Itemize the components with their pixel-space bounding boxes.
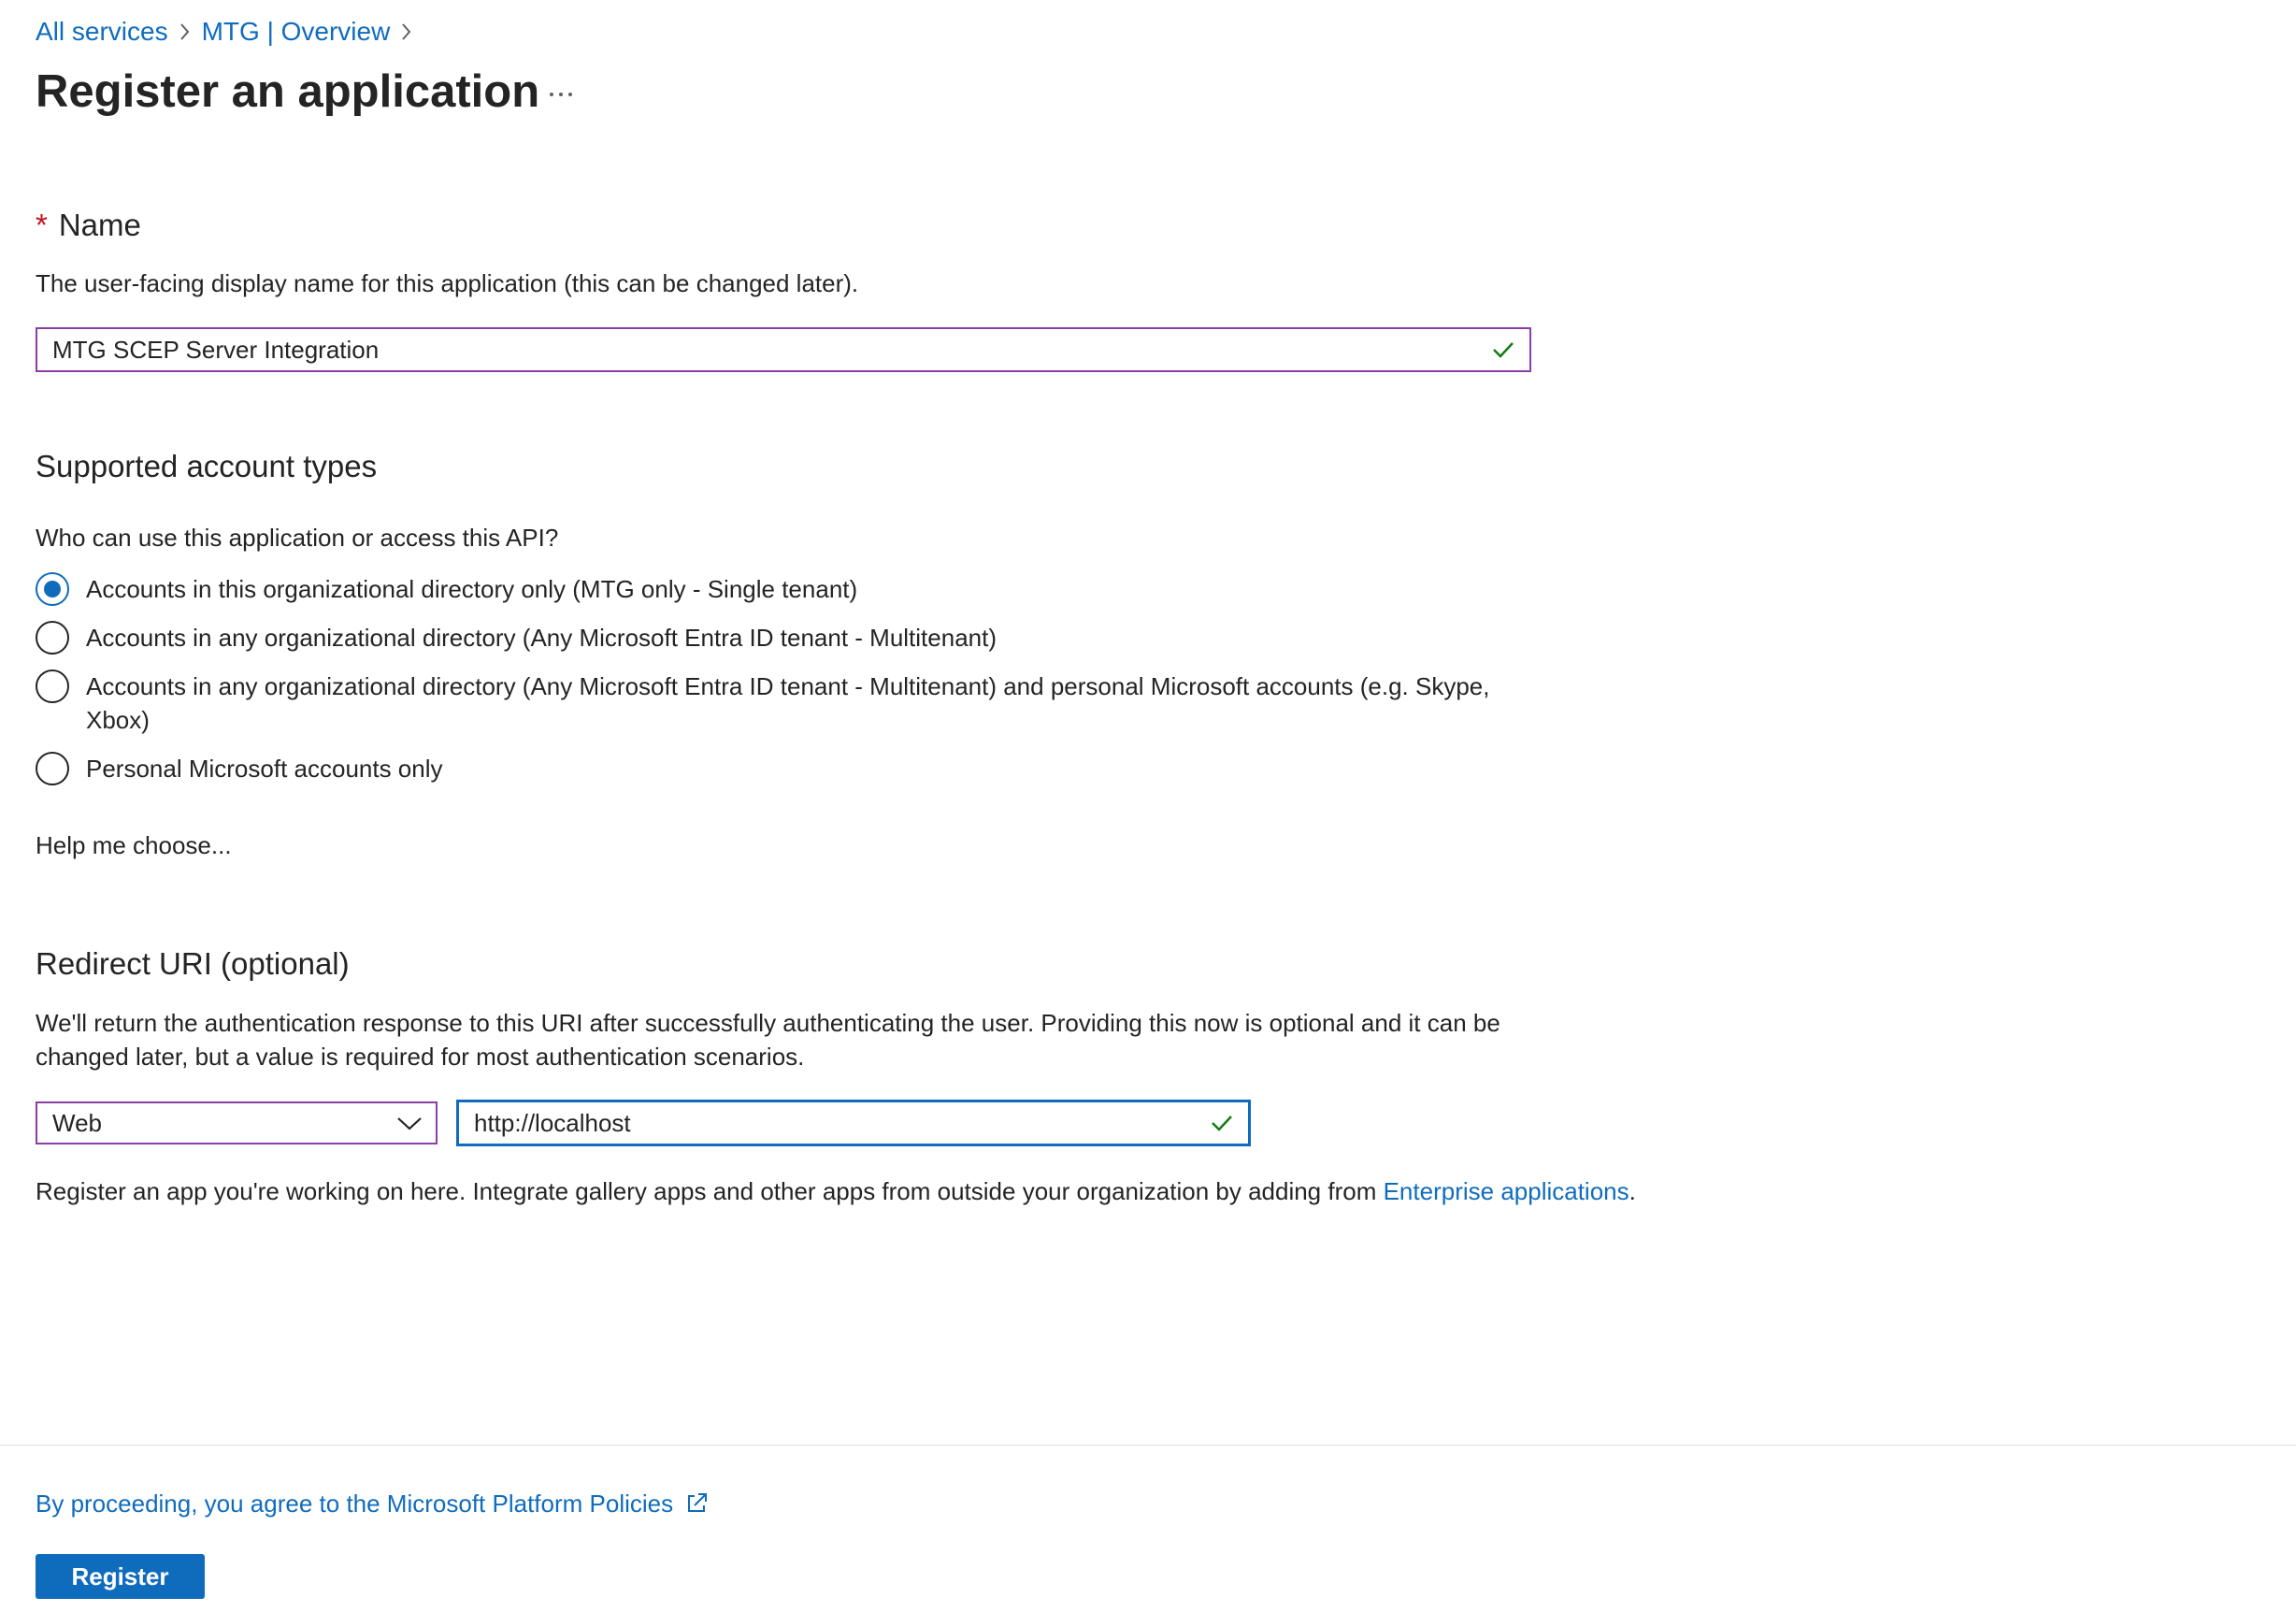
chevron-right-icon	[168, 22, 202, 42]
help-me-choose-link[interactable]: Help me choose...	[36, 831, 232, 859]
ellipsis-icon	[549, 85, 573, 102]
radio-button[interactable]	[36, 752, 69, 785]
radio-button[interactable]	[36, 669, 69, 703]
register-button[interactable]: Register	[36, 1554, 205, 1599]
enterprise-applications-link[interactable]: Enterprise applications	[1383, 1177, 1629, 1205]
footer-divider	[0, 1445, 2296, 1446]
name-heading	[36, 208, 141, 243]
redirect-uri-input[interactable]	[456, 1100, 1251, 1146]
platform-policies-link[interactable]	[36, 1487, 710, 1520]
redirect-uri-description: We'll return the authentication response to this URI after successfully authenticating the user. Providing this now is optional and it can be changed later, but a value is required for most authentication scenarios.	[36, 1009, 1500, 1071]
breadcrumb-all-services[interactable]: All services	[36, 17, 168, 46]
breadcrumb	[36, 13, 423, 50]
redirect-uri-heading: Redirect URI (optional)	[36, 946, 350, 981]
external-link-icon	[682, 1490, 710, 1518]
account-types-question: Who can use this application or access this API?	[36, 524, 559, 552]
option-label: Personal Microsoft accounts only	[86, 755, 443, 783]
checkmark-icon	[1209, 1110, 1235, 1136]
register-info-text: Register an app you're working on here. Integrate gallery apps and other apps from outside your organization by adding from	[36, 1177, 1384, 1205]
account-type-option-single-tenant[interactable]	[36, 572, 857, 606]
option-label: Accounts in this organizational directory only (MTG only - Single tenant)	[86, 575, 858, 603]
platform-policies-link-label: By proceeding, you agree to the Microsoft Platform Policies	[36, 1490, 674, 1518]
account-types-heading: Supported account types	[36, 449, 378, 483]
radio-button[interactable]	[36, 621, 69, 655]
more-options-button[interactable]	[542, 75, 580, 112]
radio-button-selected[interactable]	[36, 572, 69, 606]
platform-dropdown[interactable]	[36, 1101, 438, 1144]
breadcrumb-mtg-overview[interactable]: MTG | Overview	[201, 17, 391, 46]
redirect-uri-input-value: http://localhost	[474, 1108, 631, 1137]
chevron-right-icon	[390, 22, 423, 42]
option-label: Accounts in any organizational directory (Any Microsoft Entra ID tenant - Multitenant)	[86, 624, 997, 652]
page-title: Register an application	[36, 66, 540, 117]
account-type-option-multitenant[interactable]	[36, 621, 997, 655]
checkmark-icon	[1490, 337, 1516, 363]
register-info-period: .	[1629, 1177, 1636, 1205]
chevron-down-icon	[396, 1109, 423, 1138]
required-indicator: *	[36, 208, 48, 242]
account-type-option-multitenant-personal[interactable]	[36, 669, 1494, 737]
option-label: Accounts in any organizational directory (Any Microsoft Entra ID tenant - Multitenant) and personal Microsoft accounts (e.g. Skype, Xbox)	[86, 672, 1490, 734]
register-info-note	[36, 1174, 1636, 1208]
account-type-option-personal-only[interactable]	[36, 752, 443, 785]
name-heading-label: Name	[58, 208, 141, 242]
platform-dropdown-value: Web	[52, 1108, 102, 1137]
name-input[interactable]	[36, 327, 1531, 372]
name-input-value: MTG SCEP Server Integration	[52, 335, 380, 364]
name-description: The user-facing display name for this application (this can be changed later).	[36, 269, 859, 297]
